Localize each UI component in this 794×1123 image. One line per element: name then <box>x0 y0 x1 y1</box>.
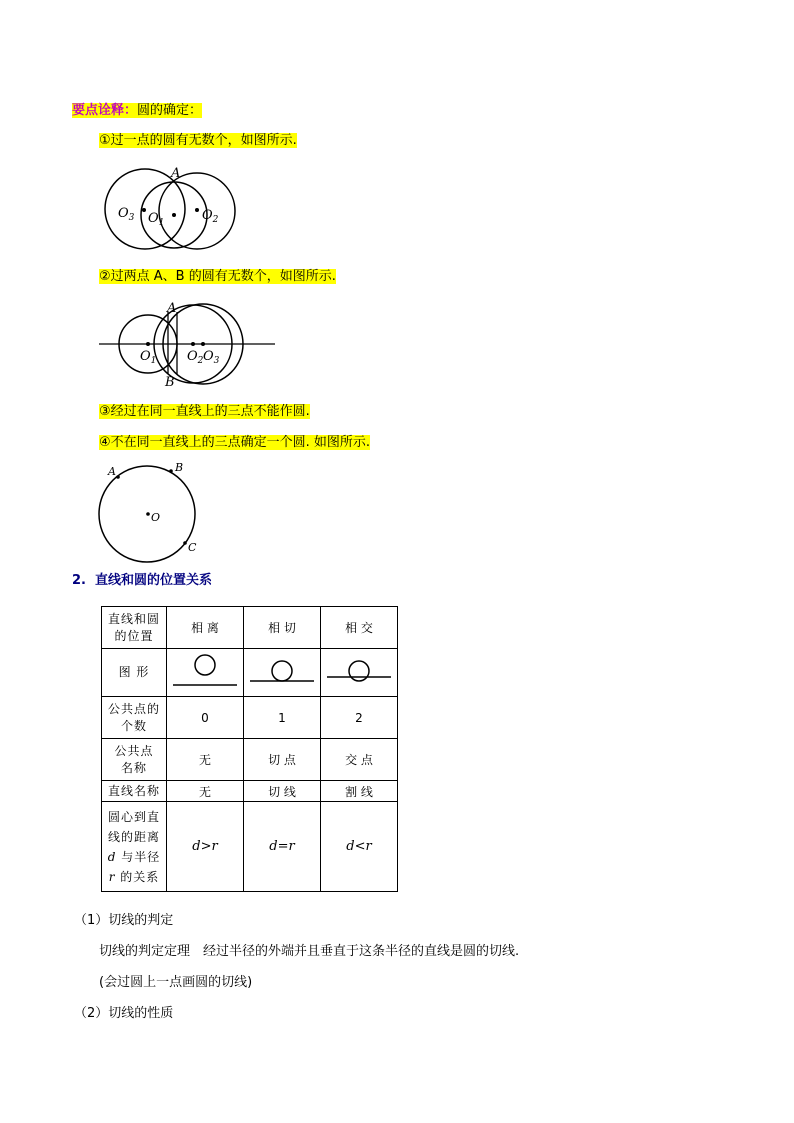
center-o1 <box>172 213 176 217</box>
label-o1: $O_1$ <box>148 211 165 228</box>
cell-figure-label: 图 形 <box>102 649 167 697</box>
cell-distance-tangent: d=r <box>244 802 321 892</box>
cell-distance-separate: d>r <box>167 802 244 892</box>
cell-header-label: 直线和圆 的位置 <box>102 607 167 649</box>
center-o1 <box>146 342 150 346</box>
table-row-distance <box>102 802 398 892</box>
table-row-points <box>102 697 398 739</box>
label-b: B <box>165 375 175 390</box>
figure-circle-three-points <box>97 460 207 564</box>
cell-point-name-intersect: 交 点 <box>321 739 398 781</box>
key-point-label: 要点诠释 <box>72 103 125 118</box>
figure-circles-through-two-points <box>97 298 279 390</box>
table-row-line-name <box>102 781 398 802</box>
cell-header-separate: 相 离 <box>167 607 244 649</box>
item-1-text: ①过一点的圆有无数个，如图所示. <box>99 133 297 148</box>
cell-points-label: 公共点的 个数 <box>102 697 167 739</box>
key-point-title: 圆的确定： <box>137 103 203 118</box>
section-2-text: 直线和圆的位置关系 <box>95 573 213 588</box>
label-a: A <box>171 166 181 181</box>
point-a <box>116 475 120 479</box>
cell-distance-label: 圆心到直 线的距离 d 与半径 r 的关系 <box>102 802 167 892</box>
cell-points-intersect: 2 <box>321 697 398 739</box>
key-point-heading <box>72 102 202 120</box>
center-o2 <box>195 208 199 212</box>
item-4-text: ④不在同一直线上的三点确定一个圆. 如图所示. <box>99 435 371 450</box>
cell-line-name-tangent: 切 线 <box>244 781 321 802</box>
center-o <box>146 512 150 516</box>
cell-point-name-label: 公共点 名称 <box>102 739 167 781</box>
center-o3 <box>201 342 205 346</box>
cell-header-intersect: 相 交 <box>321 607 398 649</box>
point-c <box>183 541 187 545</box>
table-row-figure <box>102 649 398 697</box>
tangent-property-heading: （2）切线的性质 <box>74 1006 174 1021</box>
point-b <box>169 469 173 473</box>
figure-separate <box>167 649 243 693</box>
center-o2 <box>191 342 195 346</box>
item-3-text: ③经过在同一直线上的三点不能作圆. <box>99 404 310 419</box>
section-2-title <box>72 569 212 588</box>
cell-line-name-intersect: 割 线 <box>321 781 398 802</box>
label-o: O <box>151 511 161 524</box>
cell-line-name-label: 直线名称 <box>102 781 167 802</box>
cell-figure-intersect <box>321 649 398 697</box>
center-o3 <box>142 208 146 212</box>
item-2 <box>99 268 336 286</box>
tangent-judge-heading: （1）切线的判定 <box>74 913 174 928</box>
tangent-note: (会过圆上一点画圆的切线) <box>99 975 253 990</box>
cell-point-name-tangent: 切 点 <box>244 739 321 781</box>
cell-figure-separate <box>167 649 244 697</box>
label-o2: $O_2$ <box>202 208 219 225</box>
label-o1: $O_1$ <box>140 349 157 366</box>
item-3 <box>99 403 310 421</box>
item-1 <box>99 132 297 150</box>
label-o2: $O_2$ <box>187 349 204 366</box>
table-row-point-name <box>102 739 398 781</box>
label-b: B <box>175 461 184 474</box>
tangent-theorem: 切线的判定定理 经过半径的外端并且垂直于这条半径的直线是圆的切线. <box>99 944 520 959</box>
label-o3: $O_3$ <box>203 349 220 366</box>
figure-tangent <box>244 649 320 693</box>
item-2-text: ②过两点 A、B 的圆有无数个，如图所示. <box>99 269 336 284</box>
label-a: A <box>167 301 177 316</box>
line-circle-position-table <box>101 606 398 892</box>
figure-intersect <box>321 649 397 693</box>
figure-circles-through-one-point <box>97 163 239 253</box>
key-point-colon: ： <box>124 103 138 118</box>
label-c: C <box>188 541 197 554</box>
cell-header-tangent: 相 切 <box>244 607 321 649</box>
cell-line-name-separate: 无 <box>167 781 244 802</box>
table-row-header <box>102 607 398 649</box>
cell-distance-intersect: d<r <box>321 802 398 892</box>
section-2-number: 2. <box>72 573 86 588</box>
cell-point-name-separate: 无 <box>167 739 244 781</box>
label-o3: $O_3$ <box>118 206 135 223</box>
cell-points-tangent: 1 <box>244 697 321 739</box>
cell-figure-tangent <box>244 649 321 697</box>
item-4 <box>99 434 370 452</box>
cell-points-separate: 0 <box>167 697 244 739</box>
label-a: A <box>108 465 116 478</box>
